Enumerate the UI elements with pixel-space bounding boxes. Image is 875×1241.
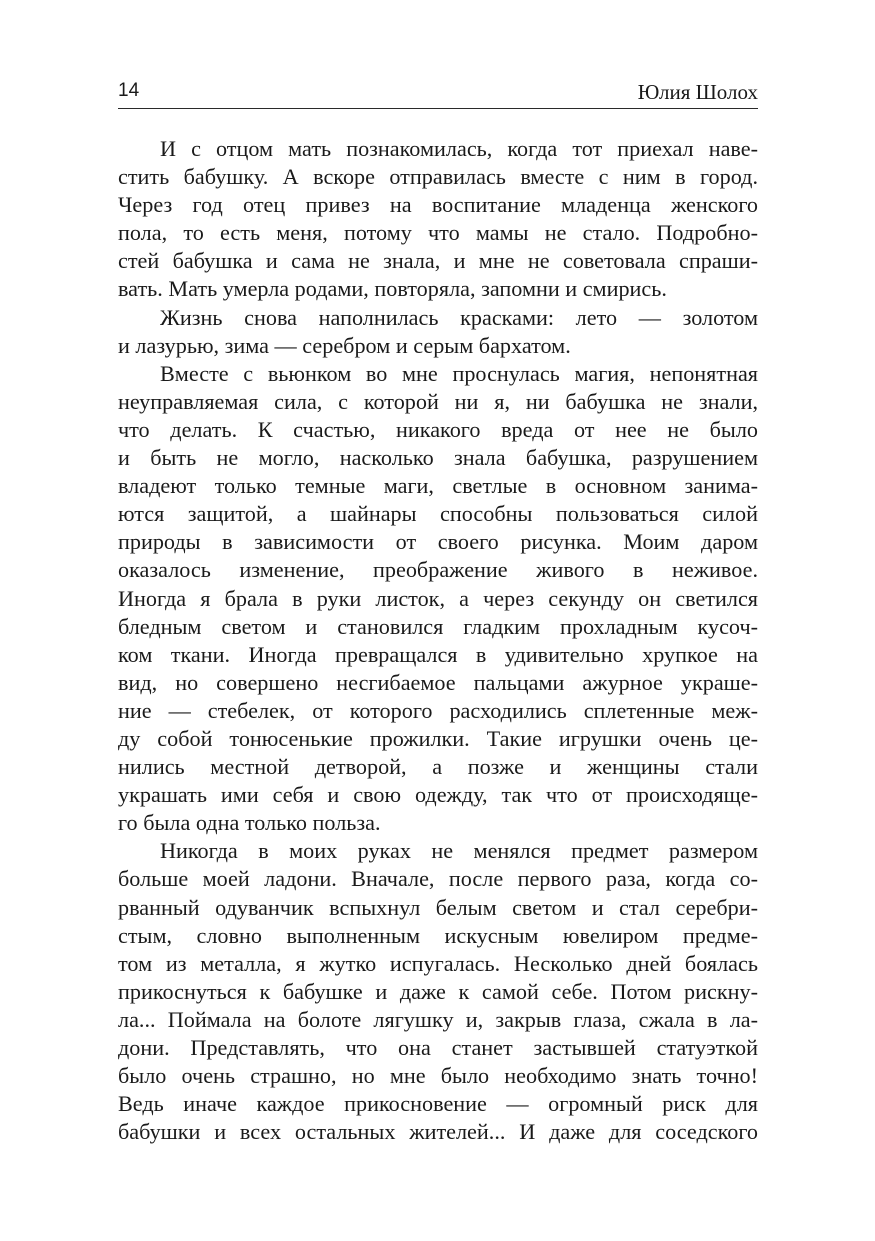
text-line: больше моей ладони. Вначале, после первого раза, когда со-	[118, 866, 758, 892]
text-line: было очень страшно, но мне было необходимо знать точно!	[118, 1063, 758, 1089]
text-line: ла... Поймала на болоте лягушку и, закрыв глаза, сжала в ла-	[118, 1006, 758, 1032]
book-page	[118, 0, 758, 1241]
text-line: го была одна только польза.	[118, 810, 381, 836]
text-line: ются защитой, а шайнары способны пользоваться силой	[118, 501, 758, 527]
text-line: Через год отец привез на воспитание младенца женского	[118, 192, 758, 218]
text-line: бабушки и всех остальных жителей... И даже для соседского	[118, 1119, 758, 1145]
running-head	[118, 78, 758, 109]
running-head-author: Юлия Шолох	[637, 80, 758, 104]
page-number: 14	[118, 80, 140, 101]
text-line: стить бабушку. А вскоре отправилась вместе с ним в город.	[118, 164, 758, 190]
text-line: что делать. К счастью, никакого вреда от нее не было	[118, 416, 758, 442]
text-line: стым, словно выполненным искусным ювелиром предме-	[118, 922, 758, 948]
text-line: Ведь иначе каждое прикосновение — огромный риск для	[118, 1091, 758, 1117]
text-line: Никогда в моих руках не менялся предмет размером	[160, 838, 758, 864]
text-line: и лазурью, зима — серебром и серым бархатом.	[118, 332, 571, 358]
text-line: пола, то есть меня, потому что мамы не стало. Подробно-	[118, 220, 758, 246]
text-line: вать. Мать умерла родами, повторяла, запомни и смирись.	[118, 276, 667, 302]
text-line: украшать ими себя и свою одежду, так что от происходяще-	[118, 782, 758, 808]
text-line: владеют только темные маги, светлые в основном занима-	[118, 473, 758, 499]
text-line: бледным светом и становился гладким прохладным кусоч-	[118, 613, 758, 639]
text-line: ние — стебелек, от которого расходились сплетенные меж-	[118, 697, 758, 723]
text-line: Жизнь снова наполнилась красками: лето — золотом	[160, 304, 758, 330]
text-line: И с отцом мать познакомилась, когда тот приехал наве-	[160, 136, 758, 161]
text-line: вид, но совершено несгибаемое пальцами ажурное украше-	[118, 669, 758, 695]
text-line: и быть не могло, насколько знала бабушка, разрушением	[118, 445, 758, 471]
text-line: неуправляемая сила, с которой ни я, ни бабушка не знали,	[118, 388, 758, 414]
text-line: прикоснуться к бабушке и даже к самой себе. Потом рискну-	[118, 978, 758, 1004]
text-line: Иногда я брала в руки листок, а через секунду он светился	[118, 585, 758, 611]
text-line: оказалось изменение, преображение живого в неживое.	[118, 557, 758, 583]
text-line: Вместе с вьюнком во мне проснулась магия, непонятная	[160, 360, 758, 386]
text-line: дони. Представлять, что она станет застывшей статуэткой	[118, 1035, 758, 1060]
text-line: ду собой тонюсенькие прожилки. Такие игрушки очень це-	[118, 725, 758, 751]
text-line: рванный одуванчик вспыхнул белым светом и стал серебри-	[118, 894, 758, 920]
text-line: нились местной детворой, а позже и женщины стали	[118, 754, 758, 780]
text-line: стей бабушка и сама не знала, и мне не советовала спраши-	[118, 248, 758, 274]
text-line: природы в зависимости от своего рисунка. Моим даром	[118, 529, 758, 555]
text-line: ком ткани. Иногда превращался в удивительно хрупкое на	[118, 641, 758, 667]
text-line: том из металла, я жутко испугалась. Несколько дней боялась	[118, 950, 758, 976]
body-text	[118, 135, 758, 1146]
